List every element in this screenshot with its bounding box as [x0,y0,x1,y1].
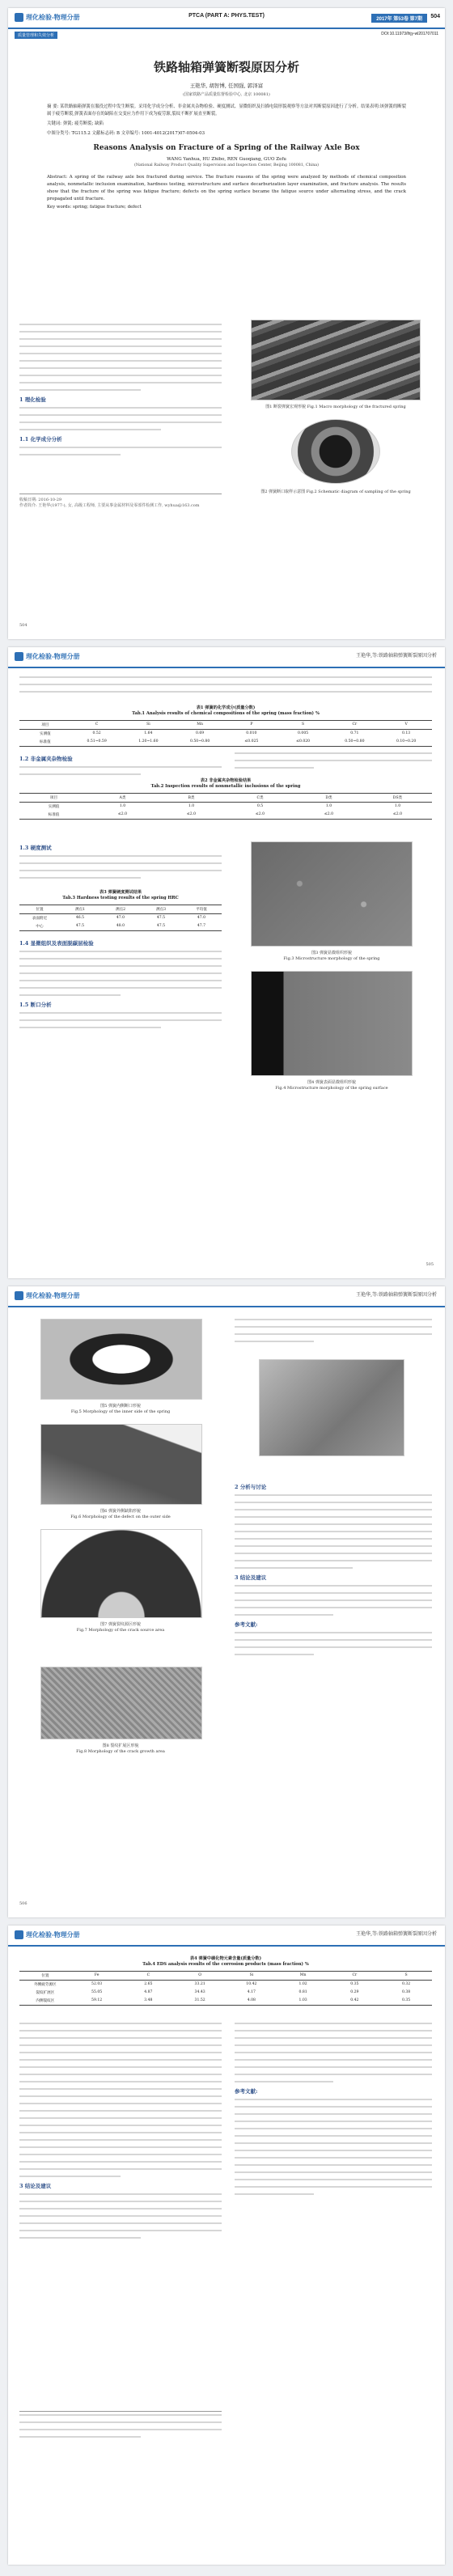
table-cell: ≤0.025 [244,739,259,744]
table-header-cell: A类 [119,796,126,800]
logo-icon [15,652,23,661]
table-4 [19,1971,432,2006]
table-cell: 0.35 [350,1982,359,1986]
table-header-cell: C类 [256,796,264,800]
journal-title [188,13,265,19]
table-3 [19,905,222,931]
page-3-discussion [235,1481,432,1661]
column-left [19,324,222,461]
journal-logo-2 [15,652,80,661]
section-1-2-heading: 1.2 非金属夹杂物检验 [19,756,73,762]
page-number-bottom-3: 506 [19,1901,28,1906]
page-3-right-column [235,1319,432,1348]
article-title-en: Reasons Analysis on Fracture of a Spring of the Railway Axle Box [93,144,360,152]
table-header-cell: Cr [352,1973,358,1977]
figure-8-caption: 图8 裂纹扩展区形貌 Fig.8 Morphology of the crack growth area [76,1743,165,1754]
table-cell: 中心 [36,925,44,929]
table-cell: 1.0 [394,804,401,808]
abstract-en: Abstract: A spring of the railway axle box fractured during service. The fracture reasons of the spring were analyzed by methods of chemical composition analysis, nonmetallic inclusion examination, hardness testing, microstructure and surface decarburization layer examination, and fracture analysis. The results show that the fracture of the spring was fatigue fracture; defects on the spring surface became the fatigue source under alternating stress, and the crack propagated until fracture. [47,175,406,201]
journal-cn-name: 理化检验-物理分册 [26,1931,80,1938]
table-cell: 0.35 [402,1998,411,2002]
table-cell: 0.71 [350,731,359,735]
table-header-cell: C [95,722,99,727]
table-row [19,1989,432,1997]
figure-8b-image [259,1359,404,1456]
page-2-right-top [235,752,432,774]
running-title-4: 王艳华,等:铁路轴箱弹簧断裂原因分析 [356,1931,437,1937]
figure-4-caption: 图4 弹簧表面显微组织形貌 Fig.4 Microstructure morphology of the spring surface [275,1080,388,1091]
doi: DOI:10.11973/lhjy-wl201707011 [381,32,438,36]
section-1-heading: 1 理化检验 [19,396,46,403]
table-cell: 33.21 [194,1982,205,1986]
table-cell: 实测值 [48,805,60,809]
table-cell: 0.32 [402,1982,411,1986]
logo-icon [15,13,23,22]
table-cell: 1.0 [188,804,195,808]
table-cell: 31.52 [194,1998,205,2002]
table-cell: 1.02 [298,1982,307,1986]
table-cell: 0.50~0.80 [345,739,365,744]
table-row [19,738,432,746]
table-cell: 0.52 [92,731,101,735]
section-1-5-heading: 1.5 断口分析 [19,1002,52,1008]
table-2-body [19,803,432,819]
table-3-header [19,905,222,914]
page-number-top: 504 [430,14,440,19]
table-row [19,914,222,922]
table-4-header [19,1972,432,1981]
keywords-en: Key words: spring; fatigue fracture; defect [47,205,142,210]
table-cell: 1.20~1.60 [138,739,159,744]
table-cell: 1.64 [144,731,153,735]
article-title-cn: 铁路轴箱弹簧断裂原因分析 [153,60,299,74]
section-3b-heading: 3 结论及建议 [19,2183,52,2189]
table-cell: 0.69 [196,731,205,735]
table-1-header [19,721,432,730]
table-header-cell: 位置 [36,908,44,912]
affiliation-en: (National Railway Product Quality Supervision and Inspection Center, Beijing 100081, China) [133,163,320,167]
table-header-cell: P [250,722,253,727]
table-header-cell: Fe [94,1973,99,1977]
references-heading-4: 参考文献: [235,2088,258,2095]
figure-5-image [40,1319,202,1400]
table-cell: 2.65 [144,1982,153,1986]
table-3-body [19,914,222,930]
table-1-body [19,730,432,746]
table-cell: 标准值 [48,813,60,817]
journal-cn-name: 理化检验-物理分册 [26,1292,80,1299]
logo-icon [15,1930,23,1939]
table-row [19,1997,432,2005]
table-cell: ≤2.0 [186,812,197,816]
table-cell: ≤0.020 [296,739,311,744]
table-header-cell: Si [146,722,150,727]
page-2-intro-text [19,676,432,698]
table-4-body [19,1981,432,2005]
table-header-cell: 平均值 [196,908,207,912]
table-header-cell: Mn [299,1973,307,1977]
figure-3-caption: 图3 弹簧显微组织形貌 Fig.3 Microstructure morphology of the spring [283,951,380,961]
table-cell: 4.17 [247,1990,256,1994]
table-header-cell: DS类 [392,796,403,800]
table-cell: 0.010 [246,731,257,735]
table-row [19,1981,432,1989]
figure-7-caption: 图7 弹簧裂纹源区形貌 Fig.7 Morphology of the crack source area [76,1622,165,1633]
page-3 [8,1286,445,1917]
table-cell: 0.005 [298,731,309,735]
table-header-cell: 项目 [49,796,58,800]
figure-5-caption: 图5 弹簧内侧断口形貌 Fig.5 Morphology of the inner side of the spring [70,1404,171,1414]
section-1-4-heading: 1.4 显微组织及表面脱碳层检验 [19,940,94,947]
table-cell: 内侧裂纹区 [36,1999,55,2003]
table-cell: ≤2.0 [255,812,265,816]
table-cell: 实测值 [39,732,51,736]
table-header-cell: Si [249,1973,254,1977]
table-cell: ≤2.0 [392,812,403,816]
journal-name: PTCA (PART A: PHYS.TEST) [188,13,265,19]
table-header-cell: 项目 [41,723,49,727]
table-cell: 59.12 [91,1998,103,2002]
journal-logo-3 [15,1291,80,1300]
figure-6-caption: 图6 弹簧外侧缺陷形貌 Fig.6 Morphology of the defect on the outer side [70,1509,171,1519]
table-cell: 47.0 [116,916,125,920]
page-1 [8,8,445,639]
figure-1-image [251,320,421,400]
table-cell: 表面附近 [32,917,48,921]
table-2 [19,793,432,820]
table-cell: 0.13 [402,731,411,735]
table-cell: 0.38 [402,1990,411,1994]
intro-text [19,324,222,391]
table-row [19,730,432,738]
table-cell: ≤2.0 [324,812,334,816]
table-cell: 3.48 [144,1998,153,2002]
figure-2-caption: 图2 弹簧断口取样示意图 Fig.2 Schematic diagram of sampling of the spring [260,489,411,494]
table-cell: 47.5 [156,924,166,928]
figure-6-image [40,1424,202,1505]
journal-header-4 [8,1926,445,1947]
table-header-cell: V [404,722,408,727]
running-title: 王艳华,等:铁路轴箱弹簧断裂原因分析 [356,653,437,659]
journal-cn-name: 理化检验-物理分册 [26,653,80,660]
table-cell: 47.7 [197,924,206,928]
figure-1-caption: 图1 断裂弹簧宏观形貌 Fig.1 Macro morphology of the fractured spring [265,405,406,409]
section-tag: 质量管理和失效分析 [15,32,57,39]
table-cell: ≤2.0 [117,812,128,816]
journal-header-2 [8,647,445,668]
table-row [19,803,432,811]
table-cell: 55.05 [91,1990,103,1994]
table-4-caption: 表4 弹簧中碳化物元素含量(质量分数) Tab.4 EDS analysis results of the corrosion products (mass fraction) % [142,1956,309,1967]
figure-2-image [291,419,380,484]
table-header-cell: S [404,1973,408,1977]
journal-logo [15,13,80,22]
page-4-left-column [19,2023,222,2244]
table-header-cell: Cr [352,722,358,727]
table-1 [19,720,432,747]
page-4-right-column [235,2023,432,2201]
page-number-bottom-1: 504 [19,623,28,628]
section-3-heading: 3 结论及建议 [235,1574,267,1581]
table-cell: 0.81 [298,1990,307,1994]
page-2-left-column [19,841,222,884]
table-header-cell: S [302,722,305,727]
page-2-left-lower [19,937,222,1034]
table-cell: 0.51~0.59 [87,739,107,744]
page-2-left-top [19,752,222,781]
classification: 中图分类号: TG115.2 文献标志码: B 文章编号: 1001-4012(2017)07-0504-03 [47,131,205,136]
volume-badge: 2017年 第53卷 第7期 [371,14,427,23]
figure-4-image [251,971,413,1076]
table-cell: 46.5 [75,916,85,920]
logo-icon [15,1291,23,1300]
section-1-3-heading: 1.3 硬度测试 [19,845,52,851]
table-header-cell: 测点3 [155,908,167,912]
table-cell: 52.03 [91,1982,103,1986]
table-cell: 1.03 [298,1998,307,2002]
table-row [19,922,222,930]
table-cell: 48.0 [116,924,125,928]
references-heading: 参考文献: [235,1621,258,1628]
table-header-cell: D类 [325,796,332,800]
table-cell: 0.50~0.80 [189,739,210,744]
sub-header [8,29,445,40]
table-cell: 1.0 [325,804,332,808]
section-2-heading: 2 分析与讨论 [235,1484,267,1490]
table-cell: 裂纹扩展区 [36,1991,55,1995]
table-cell: 4.08 [247,1998,256,2002]
table-2-header [19,794,432,803]
journal-header [8,8,445,29]
table-cell: 1.0 [119,804,126,808]
table-header-cell: B类 [188,796,195,800]
table-cell: 47.5 [75,924,85,928]
table-cell: 4.87 [144,1990,153,1994]
section-1-1-heading: 1.1 化学成分分析 [19,436,62,443]
table-cell: 0.10~0.20 [396,739,417,744]
table-3-caption: 表3 弹簧硬度测试结果 Tab.3 Hardness testing results of the spring HRC [62,890,179,900]
table-header-cell: 测点2 [115,908,126,912]
table-cell: 47.0 [197,916,206,920]
figure-8-image [40,1667,202,1739]
abstract-cn: 摘 要: 某铁路轴箱弹簧在服役过程中发生断裂。采用化学成分分析、非金属夹杂物检验、硬度测试、显微组织及扫描电镜形貌观察等方法对其断裂原因进行了分析。结果表明:该弹簧的断裂属于疲劳断裂,弹簧表面存在的缺陷在交变应力作用下成为疲劳源,裂纹不断扩展直至断裂。 [47,104,406,117]
page-number-bottom-2: 505 [425,1262,434,1267]
page-4 [8,1926,445,2565]
figure-7-image [40,1529,202,1618]
authors-en: WANG Yanhua, HU Zhibo, REN Guoqiang, GUO Zefu [167,157,286,162]
table-2-caption: 表2 非金属夹杂物检验结果 Tab.2 Inspection results of nonmetallic inclusions of the spring [150,778,301,789]
table-cell: 47.5 [156,916,166,920]
figure-3-image [251,841,413,947]
section-1-1-text [19,447,222,455]
table-cell: 标准值 [39,740,51,744]
page-4-bottom-refs [19,2411,222,2443]
table-cell: 0.5 [256,804,264,808]
table-header-cell: 位置 [41,1974,49,1978]
table-row [19,811,432,819]
authors-cn: 王艳华, 胡智博, 任国强, 郭泽富 [189,83,264,89]
table-1-caption: 表1 弹簧的化学成分(质量分数) Tab.1 Analysis results of chemical compositions of the spring (mass fraction) % [132,705,320,716]
table-cell: 0.42 [350,1998,359,2002]
running-title-3: 王艳华,等:铁路轴箱弹簧断裂原因分析 [356,1292,437,1298]
journal-header-3 [8,1286,445,1307]
table-cell: 34.43 [194,1990,205,1994]
table-header-cell: O [198,1973,202,1977]
table-header-cell: C [146,1973,150,1977]
keywords-cn: 关键词: 弹簧; 疲劳断裂; 缺陷 [47,121,104,126]
table-cell: 0.29 [350,1990,359,1994]
table-cell: 外侧疲劳源区 [34,1983,57,1987]
section-1-text [19,407,222,430]
table-header-cell: 测点1 [74,908,86,912]
table-header-cell: Mn [197,722,203,727]
page-2 [8,647,445,1278]
affiliation-cn: (国家铁路产品质量监督检验中心, 北京 100081) [183,92,270,97]
table-cell: 10.42 [246,1982,257,1986]
footnote: 收稿日期: 2016-10-29 作者简介: 王艳华(1977-), 女, 高级工程师, 主要从事金属材料及零部件检测工作, wyhua@163.com [19,494,222,508]
journal-cn-name: 理化检验-物理分册 [26,14,80,21]
journal-logo-4 [15,1930,80,1939]
